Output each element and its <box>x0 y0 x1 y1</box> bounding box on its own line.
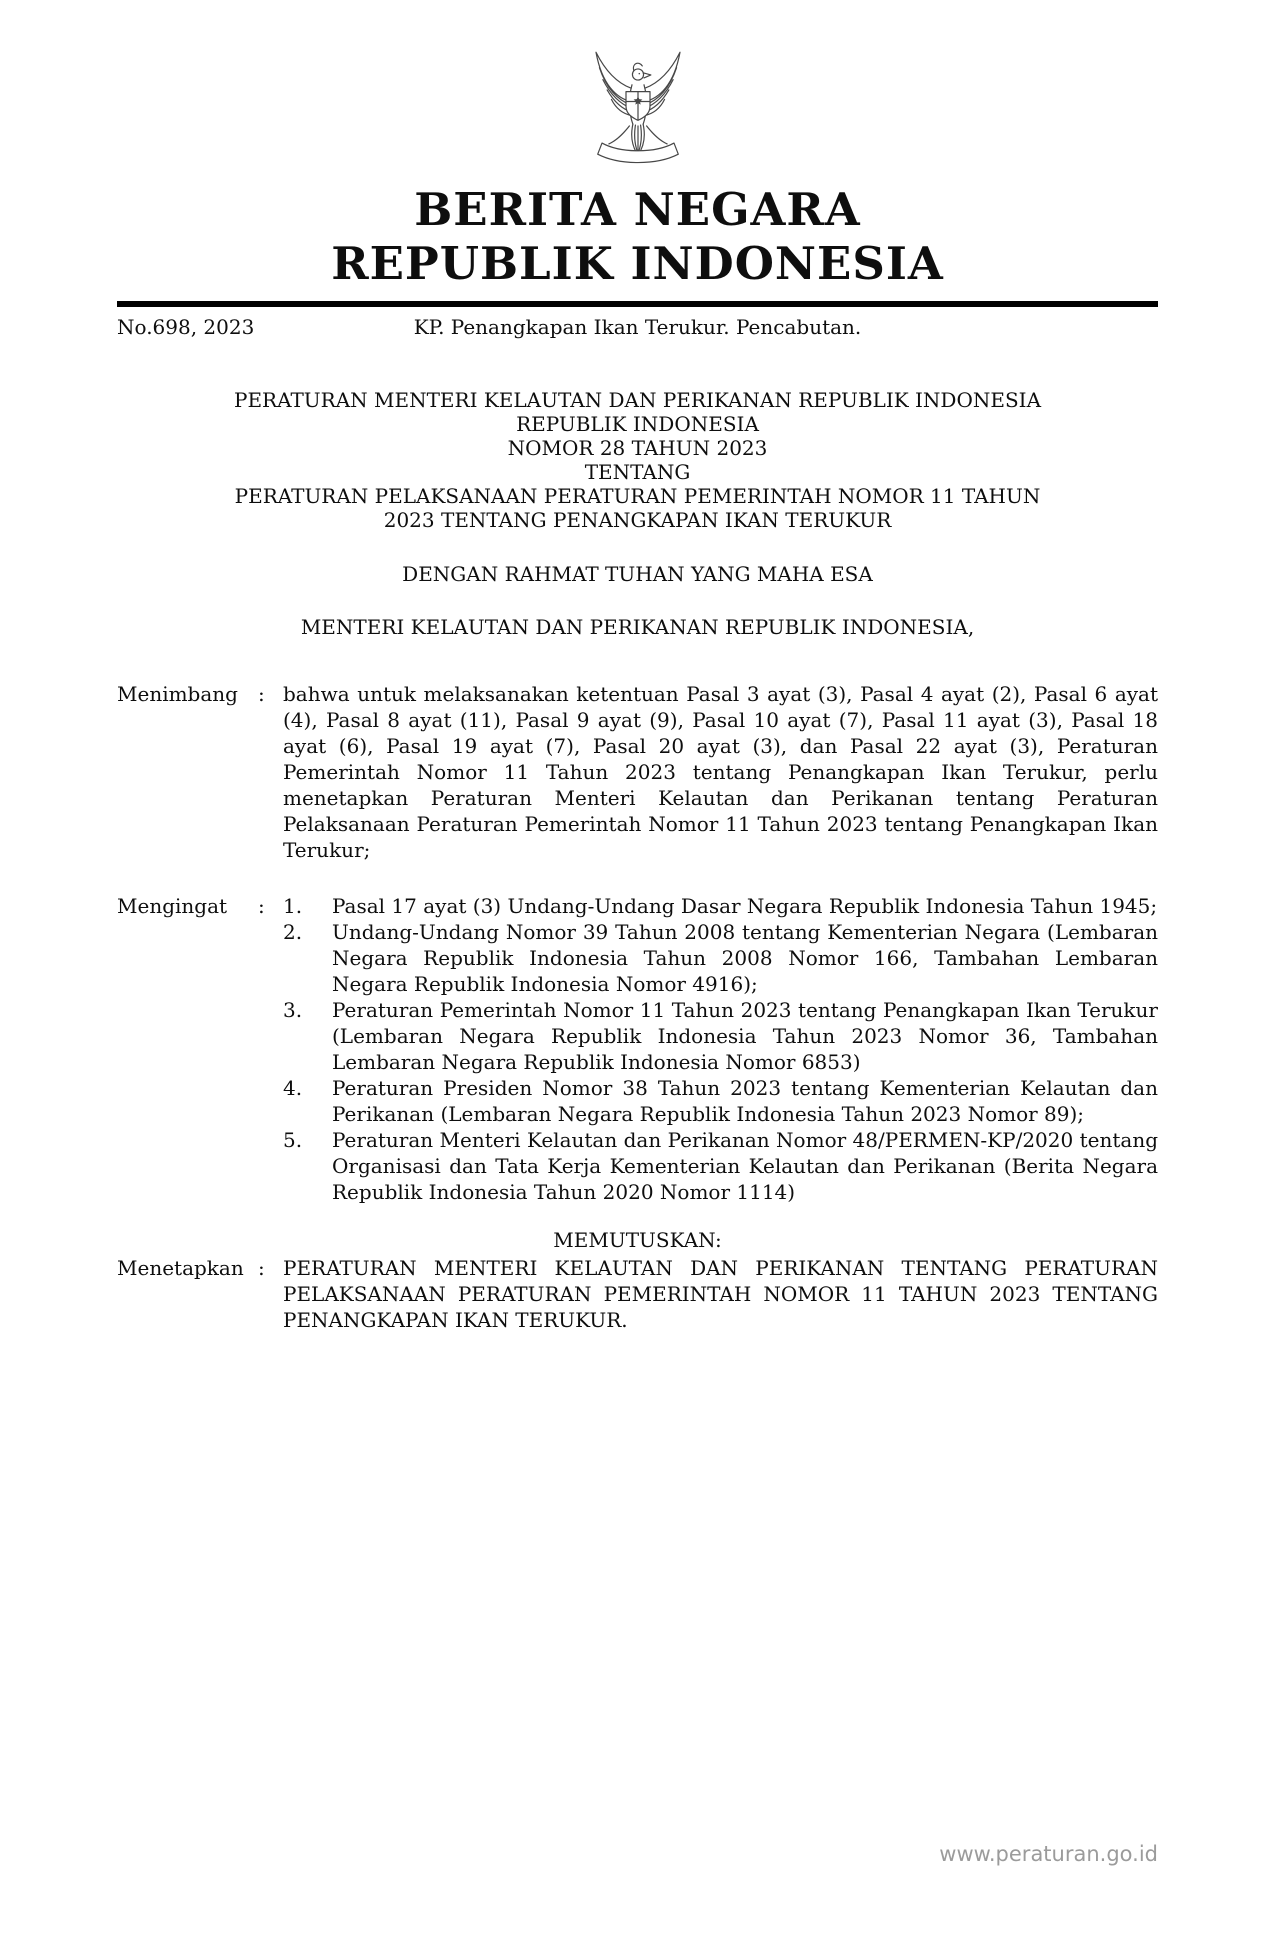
considering-section <box>117 681 1158 863</box>
masthead-title-line2: REPUBLIK INDONESIA <box>331 237 944 290</box>
authority-line: MENTERI KELAUTAN DAN PERIKANAN REPUBLIK INDONESIA, <box>300 615 975 639</box>
considering-text: bahwa untuk melaksanakan ketentuan Pasal 3 ayat (3), Pasal 4 ayat (2), Pasal 6 ayat (4), Pasal 8 ayat (11), Pasal 9 ayat (9), Pasal 10 ayat (7), Pasal 11 ayat (3), Pasal 18 ayat (6), Pasal 19 ayat (7), Pasal 20 ayat (3), dan Pasal 22 ayat (3), Peraturan Pemerintah Nomor 11 Tahun 2023 tentang Penangkapan Ikan Terukur, perlu menetapkan Peraturan Menteri Kelautan dan Perikanan tentang Peraturan Pelaksanaan Peraturan Pemerintah Nomor 11 Tahun 2023 tentang Penangkapan Ikan Terukur; <box>283 682 1158 862</box>
recalling-item-5-text: Peraturan Menteri Kelautan dan Perikanan Nomor 48/PERMEN-KP/2020 tentang Organisasi dan Tata Kerja Kementerian Kelautan dan Perikanan (Berita Negara Republik Indonesia Tahun 2020 Nomor 1114) <box>332 1128 1158 1204</box>
issue-number: No.698, 2023 <box>117 315 255 339</box>
recalling-item-2-text: Undang-Undang Nomor 39 Tahun 2008 tentang Kementerian Negara (Lembaran Negara Republik Indonesia Tahun 2008 Nomor 166, Tambahan Lembaran Negara Republik Indonesia Nomor 4916); <box>332 920 1158 996</box>
recalling-item-5-number: 5. <box>283 1128 303 1152</box>
recalling-item-3-text: Peraturan Pemerintah Nomor 11 Tahun 2023 tentang Penangkapan Ikan Terukur (Lembaran Negara Republik Indonesia Tahun 2023 Nomor 36, Tambahan Lembaran Negara Republik Indonesia Nomor 6853) <box>332 998 1158 1074</box>
title-line-3: NOMOR 28 TAHUN 2023 <box>507 436 768 460</box>
recalling-colon: : <box>258 894 265 918</box>
recalling-item-1 <box>283 893 1158 919</box>
title-line-5: PERATURAN PELAKSANAAN PERATURAN PEMERINTAH NOMOR 11 TAHUN <box>234 484 1041 508</box>
garuda-pancasila-emblem <box>117 40 1158 169</box>
recalling-item-2 <box>283 919 1158 997</box>
memutuskan-heading: MEMUTUSKAN: <box>553 1228 722 1252</box>
recalling-item-1-number: 1. <box>283 894 303 918</box>
considering-label: Menimbang <box>117 682 238 706</box>
menetapkan-colon: : <box>258 1256 265 1280</box>
recalling-item-3 <box>283 997 1158 1075</box>
regulation-title-block <box>117 388 1158 532</box>
menetapkan-section <box>117 1255 1158 1333</box>
recalling-item-3-number: 3. <box>283 998 303 1022</box>
title-line-1: PERATURAN MENTERI KELAUTAN DAN PERIKANAN REPUBLIK INDONESIA <box>233 388 1042 412</box>
recalling-item-4-text: Peraturan Presiden Nomor 38 Tahun 2023 tentang Kementerian Kelautan dan Perikanan (Lembaran Negara Republik Indonesia Tahun 2023 Nomor 89); <box>332 1076 1158 1126</box>
menetapkan-text: PERATURAN MENTERI KELAUTAN DAN PERIKANAN TENTANG PERATURAN PELAKSANAAN PERATURAN PEMERINTAH NOMOR 11 TAHUN 2023 TENTANG PENANGKAPAN IKAN TERUKUR. <box>283 1256 1158 1332</box>
recalling-item-1-text: Pasal 17 ayat (3) Undang-Undang Dasar Negara Republik Indonesia Tahun 1945; <box>332 894 1158 918</box>
footer-url: www.peraturan.go.id <box>939 1842 1158 1866</box>
title-line-4: TENTANG <box>584 460 691 484</box>
recalling-label: Mengingat <box>117 894 228 918</box>
invocation-line: DENGAN RAHMAT TUHAN YANG MAHA ESA <box>402 562 873 586</box>
subject-line: KP. Penangkapan Ikan Terukur. Pencabutan. <box>413 315 862 339</box>
recalling-item-5 <box>283 1127 1158 1205</box>
considering-colon: : <box>258 682 265 706</box>
garuda-emblem-icon <box>578 40 698 169</box>
recalling-item-4-number: 4. <box>283 1076 303 1100</box>
header-divider <box>117 301 1158 307</box>
title-line-6: 2023 TENTANG PENANGKAPAN IKAN TERUKUR <box>383 508 892 532</box>
recalling-list <box>283 893 1158 1205</box>
menetapkan-label: Menetapkan <box>117 1256 244 1280</box>
masthead-title-line1: BERITA NEGARA <box>414 183 861 236</box>
recalling-item-4 <box>283 1075 1158 1127</box>
recalling-item-2-number: 2. <box>283 920 303 944</box>
header-meta-row <box>117 315 1158 342</box>
recalling-section <box>117 893 1158 1205</box>
title-line-2: REPUBLIK INDONESIA <box>516 412 759 436</box>
